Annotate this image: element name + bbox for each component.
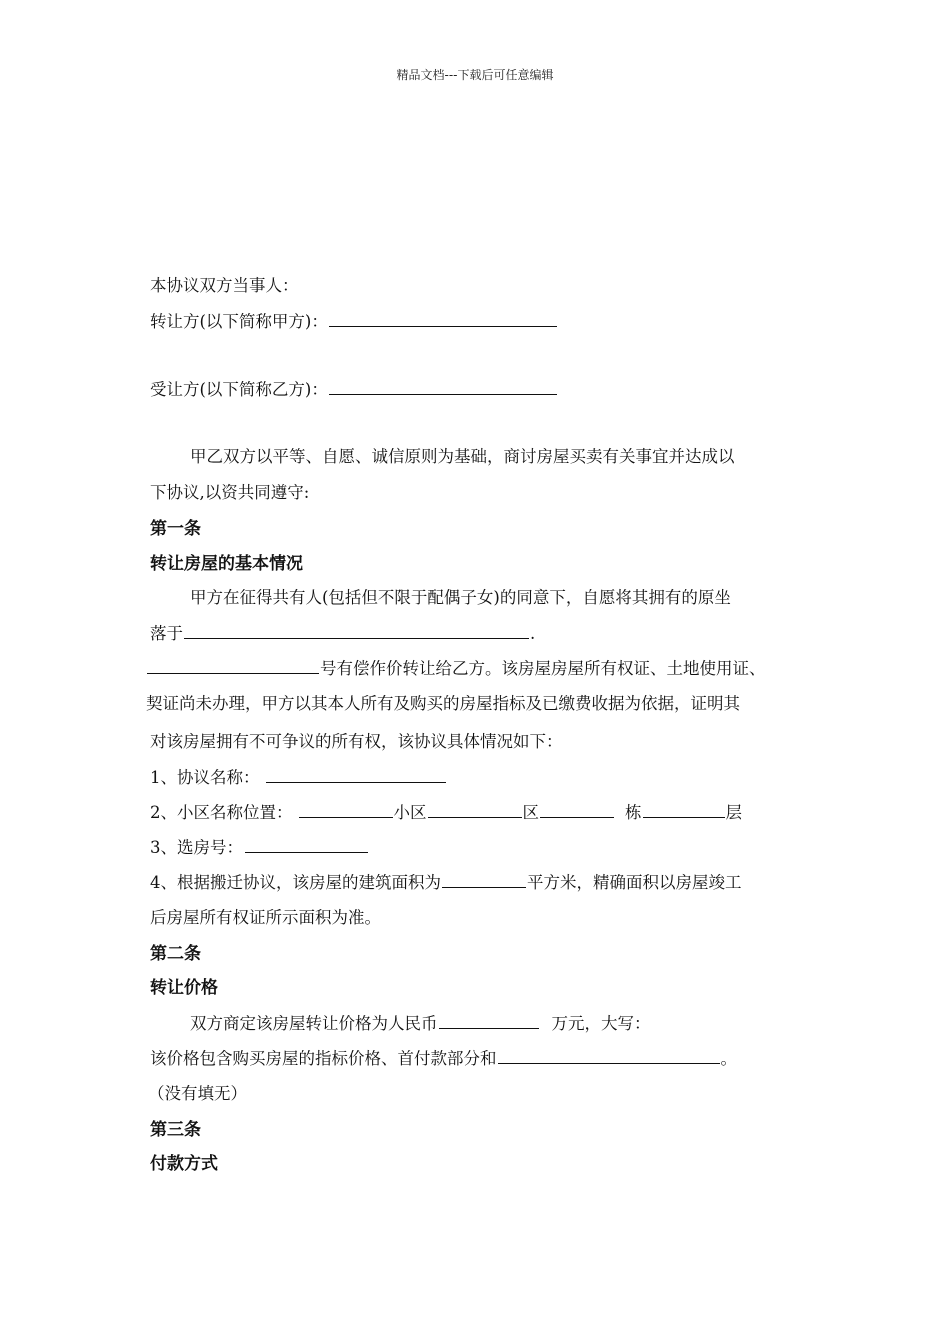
article-1-title: 转让房屋的基本情况 bbox=[150, 554, 303, 574]
item-2-label: 2、小区名称位置： bbox=[150, 803, 293, 822]
parties-intro: 本协议双方当事人： bbox=[150, 276, 299, 295]
price-includes-line bbox=[150, 1047, 737, 1070]
location-blank[interactable] bbox=[184, 622, 529, 639]
item-4-label: 4、根据搬迁协议，该房屋的建筑面积为 bbox=[150, 873, 441, 892]
area-blank[interactable] bbox=[442, 871, 526, 888]
price-includes-label: 该价格包含购买房屋的指标价格、首付款部分和 bbox=[150, 1049, 497, 1068]
floor-blank[interactable] bbox=[643, 801, 725, 818]
location-period: . bbox=[530, 624, 536, 643]
district-blank[interactable] bbox=[428, 801, 522, 818]
price-blank[interactable] bbox=[439, 1012, 539, 1029]
item-3-label: 3、选房号： bbox=[150, 838, 243, 857]
item-4-line-2: 后房屋所有权证所示面积为准。 bbox=[150, 908, 381, 927]
district-label: 区 bbox=[522, 803, 539, 822]
party-b-label: 受让方(以下简称乙方)： bbox=[150, 380, 328, 399]
price-includes-period: 。 bbox=[720, 1049, 737, 1068]
building-blank[interactable] bbox=[540, 801, 614, 818]
community-label: 小区 bbox=[393, 803, 427, 822]
page-header: 精品文档---下载后可任意编辑 bbox=[396, 68, 554, 82]
price-note: （没有填无） bbox=[148, 1084, 247, 1103]
community-blank[interactable] bbox=[299, 801, 393, 818]
location-line bbox=[150, 622, 535, 645]
article-1-paragraph-1: 甲方在征得共有人(包括但不限于配偶子女)的同意下，自愿将其拥有的原坐 bbox=[190, 588, 731, 607]
article-3-number: 第三条 bbox=[150, 1120, 201, 1140]
house-number-blank[interactable] bbox=[147, 657, 319, 674]
party-a-line bbox=[150, 310, 558, 333]
article-2-title: 转让价格 bbox=[150, 978, 218, 998]
item-1-line bbox=[150, 766, 447, 789]
article-3-title: 付款方式 bbox=[150, 1154, 218, 1174]
article-1-paragraph-5: 对该房屋拥有不可争议的所有权，该协议具体情况如下： bbox=[150, 732, 563, 751]
item-1-label: 1、协议名称： bbox=[150, 768, 260, 787]
party-b-blank[interactable] bbox=[329, 378, 557, 395]
house-number-line bbox=[146, 657, 766, 680]
building-label: 栋 bbox=[625, 803, 642, 822]
room-number-blank[interactable] bbox=[245, 836, 368, 853]
item-4-suffix: 平方米，精确面积以房屋竣工 bbox=[527, 873, 742, 892]
price-line bbox=[190, 1012, 651, 1035]
article-1-paragraph-4: 契证尚未办理，甲方以其本人所有及购买的房屋指标及已缴费收据为依据，证明其 bbox=[146, 694, 740, 713]
item-2-line bbox=[150, 801, 742, 824]
item-4-line bbox=[150, 871, 742, 894]
price-label: 双方商定该房屋转让价格为人民币 bbox=[190, 1014, 438, 1033]
item-3-line bbox=[150, 836, 369, 859]
article-2-number: 第二条 bbox=[150, 944, 201, 964]
preamble-line-1: 甲乙双方以平等、自愿、诚信原则为基础，商讨房屋买卖有关事宜并达成以 bbox=[190, 447, 735, 466]
party-b-line bbox=[150, 378, 558, 401]
article-1-number: 第一条 bbox=[150, 519, 201, 539]
floor-label: 层 bbox=[725, 803, 742, 822]
agreement-name-blank[interactable] bbox=[266, 766, 446, 783]
price-includes-blank[interactable] bbox=[498, 1047, 720, 1064]
preamble-line-2: 下协议,以资共同遵守: bbox=[150, 483, 310, 502]
party-a-label: 转让方(以下简称甲方)： bbox=[150, 312, 328, 331]
house-number-text: 号有偿作价转让给乙方。该房屋房屋所有权证、土地使用证、 bbox=[320, 659, 766, 678]
location-label: 落于 bbox=[150, 624, 183, 643]
price-unit: 万元，大写： bbox=[551, 1014, 651, 1033]
party-a-blank[interactable] bbox=[329, 310, 557, 327]
